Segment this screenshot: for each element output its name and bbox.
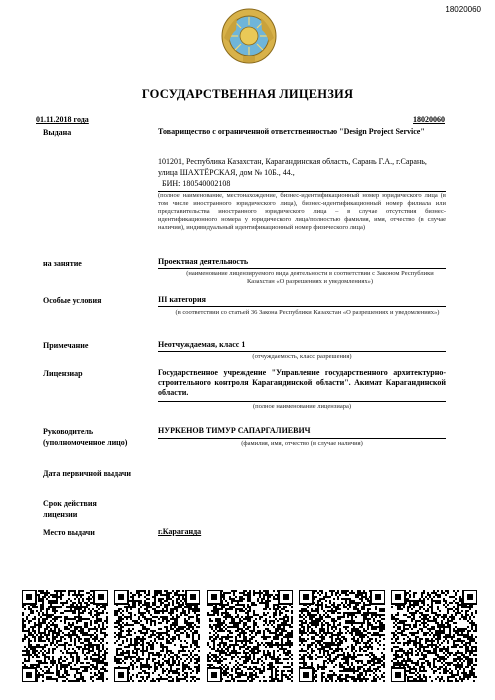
issued-to-bin: БИН: 180540002108 (162, 179, 231, 188)
issued-to-address-2: улица ШАХТЁРСКАЯ, дом № 10Б., 44., (158, 168, 295, 177)
page-title: ГОСУДАРСТВЕННАЯ ЛИЦЕНЗИЯ (141, 87, 354, 101)
issued-to-name: Товарищество с ограниченной ответственностью "Design Project Service" (158, 127, 425, 136)
special-conditions-hint: (в соответствии со статьей 36 Закона Республики Казахстан «О разрешениях и уведомлениях») (175, 309, 440, 316)
validity-sublabel: лицензии (43, 510, 78, 519)
licensor-label: Лицензиар (43, 369, 83, 378)
qr-code-4 (299, 590, 385, 682)
head-label: Руководитель (43, 427, 94, 436)
qr-code-3 (207, 590, 293, 682)
license-number: 18020060 (413, 115, 445, 124)
special-conditions-value: III категория (158, 295, 206, 304)
issued-to-address-1: 101201, Республика Казахстан, Карагандинская область, Сарань Г.А., г.Сарань, (158, 157, 427, 166)
place-value: г.Караганда (158, 527, 202, 536)
qr-code-5 (391, 590, 477, 682)
special-conditions-label: Особые условия (43, 296, 102, 305)
note-value: Неотчуждаемая, класс 1 (158, 340, 246, 349)
issued-to-label: Выдана (43, 128, 72, 137)
first-issue-label: Дата первичной выдачи (43, 469, 132, 478)
activity-hint: (наименование лицензируемого вида деятельности в соответствии с Законом Республики Казахстан «О разрешениях и уведомлениях») (186, 270, 434, 285)
note-hint: (отчуждаемость, класс разрешения) (252, 353, 352, 360)
activity-label: на занятие (43, 259, 82, 268)
kazakhstan-state-emblem-icon (219, 6, 279, 66)
head-value: НУРКЕНОВ ТИМУР САПАРГАЛИЕВИЧ (158, 426, 311, 435)
place-label: Место выдачи (43, 528, 95, 537)
license-date: 01.11.2018 года (36, 115, 89, 124)
qr-code-row (22, 590, 477, 682)
qr-code-2 (114, 590, 200, 682)
issued-to-hint: (полное наименование, местонахождение, бизнес-идентификационный номер юридического лица (в том числе иностранного юридического лица), бизнес-идентификационный номер филиала или представительства иностранного юридического лица – в случае отсутствия бизнес-идентификационного номера у юридического лица/полностью фамилия, имя, отчество (в случае наличия), индивидуальный идентификационный номер физического лица) (158, 192, 446, 231)
licensor-value: Государственное учреждение "Управление государственного архитектурно-строительного контроля Карагандинской области". Акимат Карагандинской области. (158, 368, 446, 397)
licensor-hint: (полное наименование лицензиара) (252, 403, 352, 410)
document-number-top: 18020060 (445, 5, 481, 14)
validity-label: Срок действия (43, 499, 97, 508)
head-hint: (фамилия, имя, отчество (в случае наличия) (241, 440, 363, 447)
qr-code-1 (22, 590, 108, 682)
head-sublabel: (уполномоченное лицо) (43, 438, 128, 447)
activity-value: Проектная деятельность (158, 257, 249, 266)
note-label: Примечание (43, 341, 89, 350)
